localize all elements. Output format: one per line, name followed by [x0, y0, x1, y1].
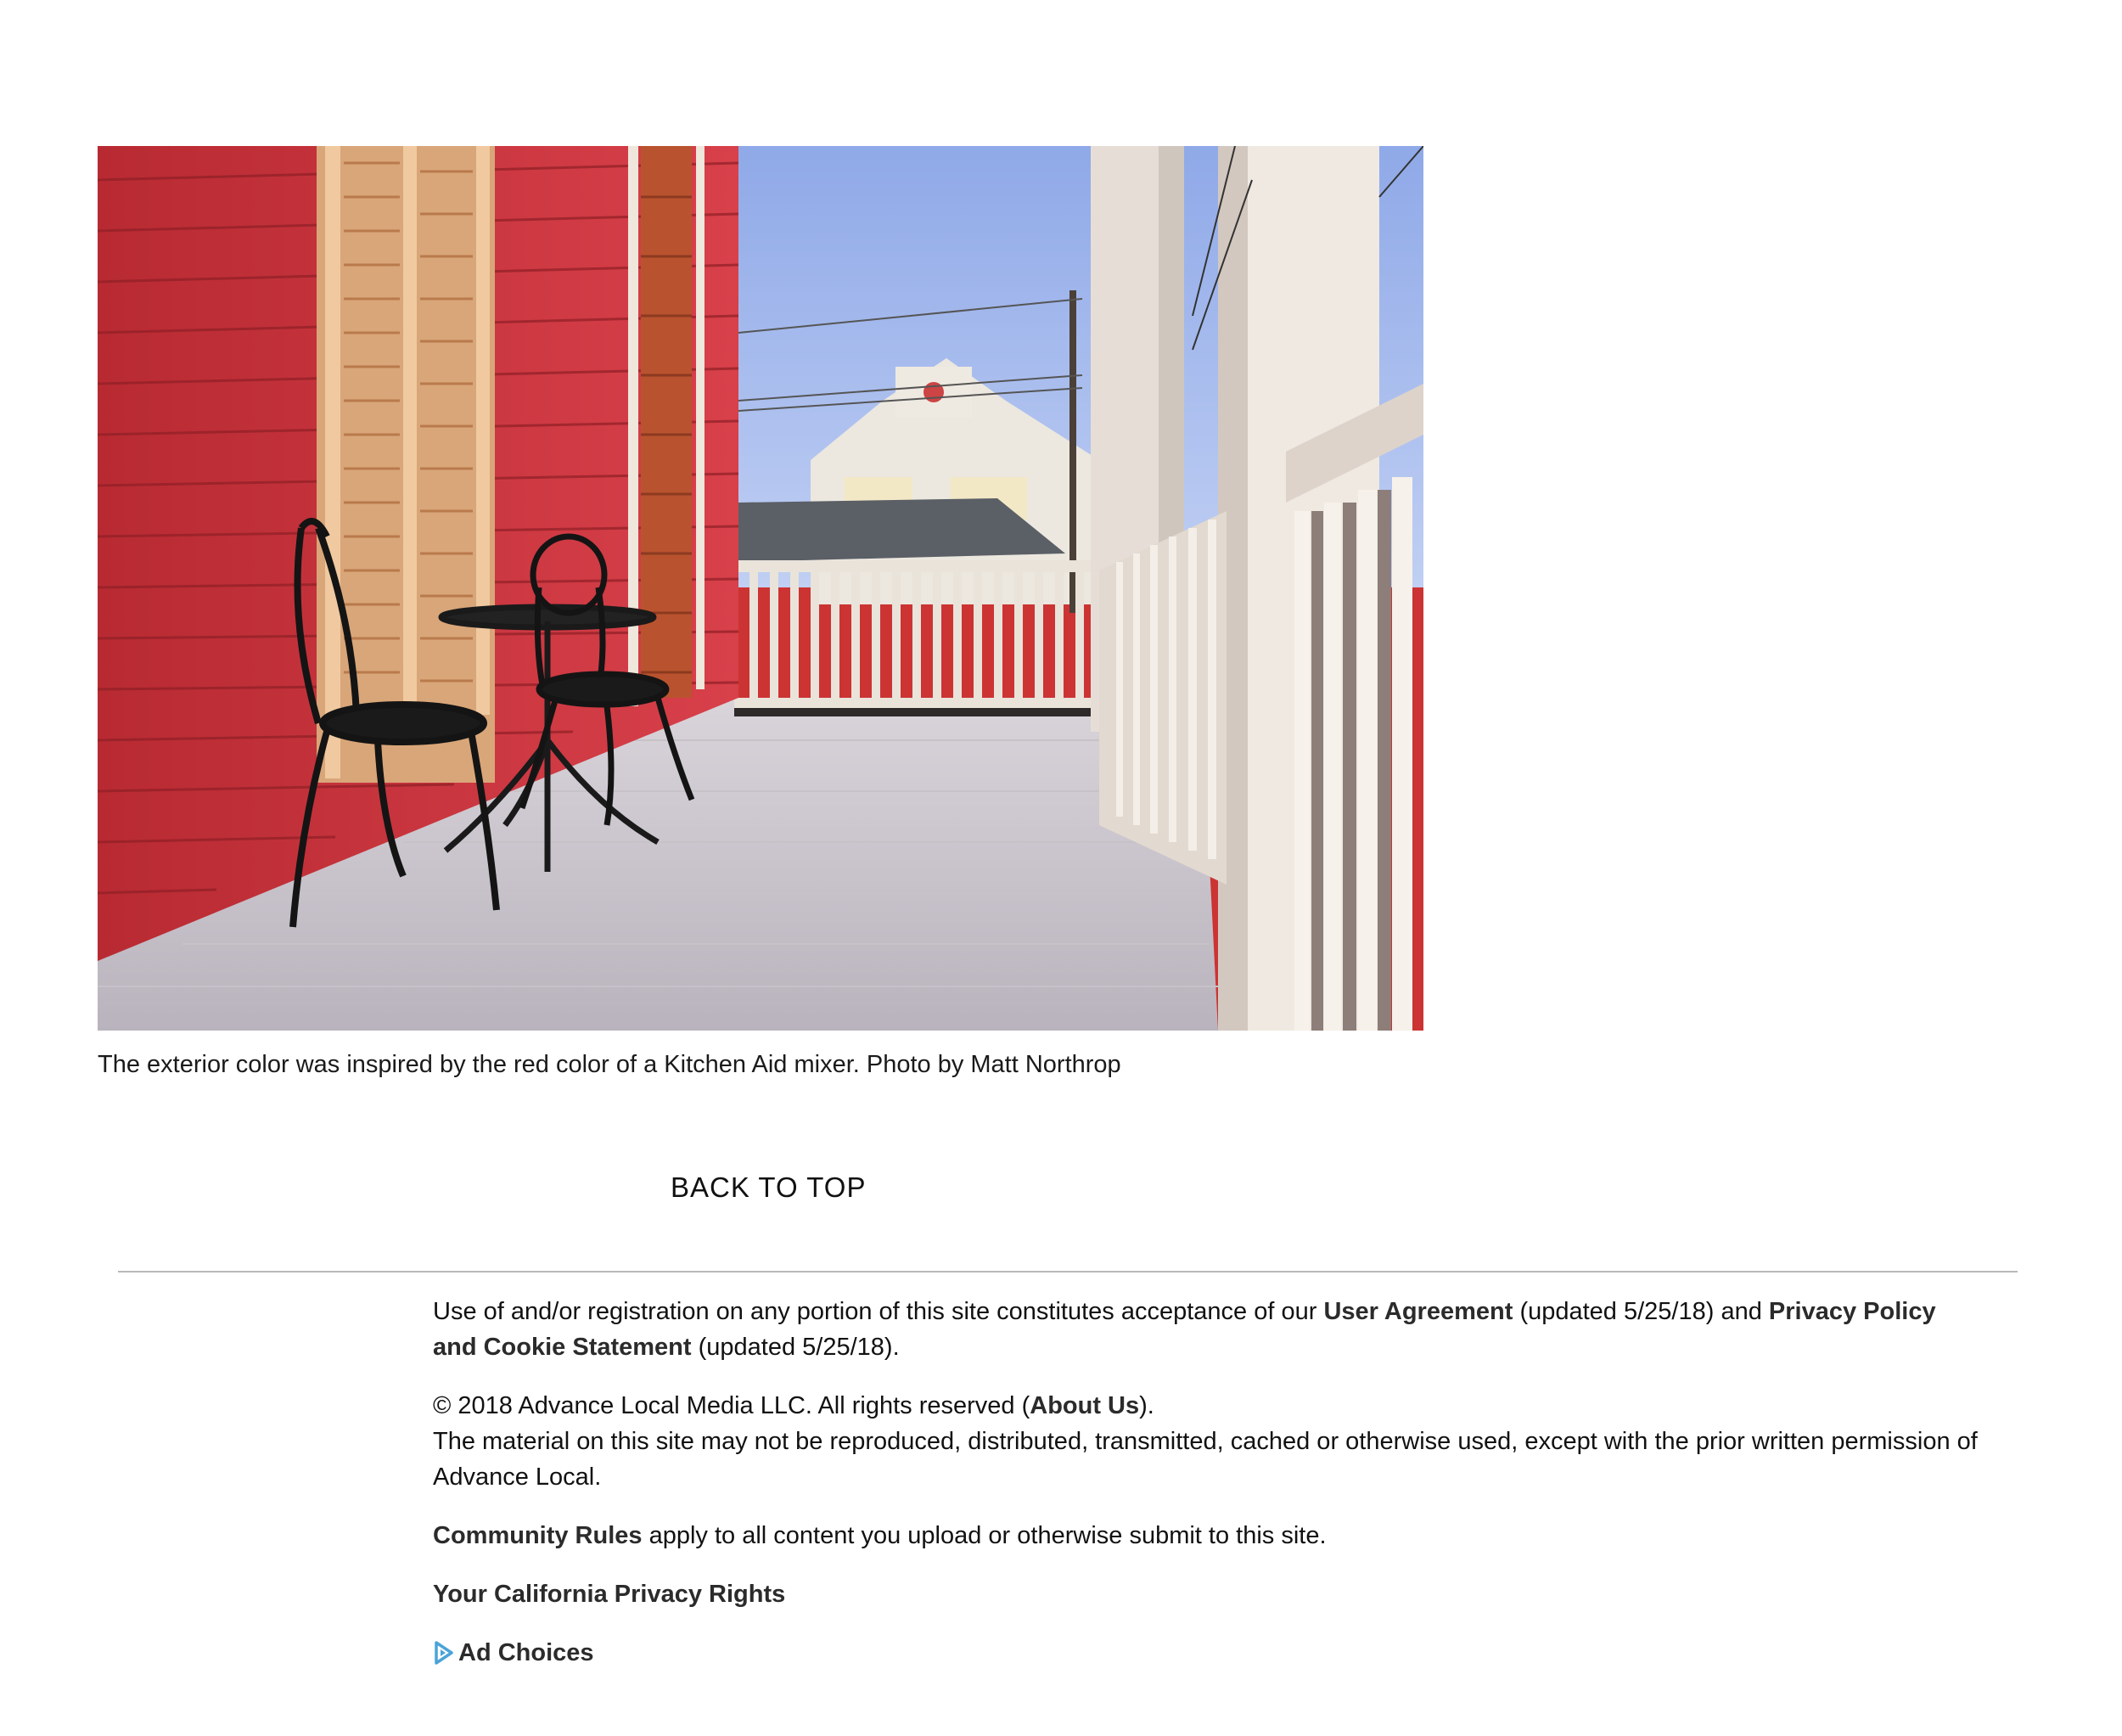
privacy-policy-link[interactable]: Privacy Policy and Cookie Statement [433, 1298, 1936, 1361]
community-rules-notice [433, 1518, 1986, 1553]
california-privacy-row [433, 1576, 1986, 1612]
copyright-notice [433, 1388, 1986, 1495]
copyright-suffix-text: ). [1139, 1392, 1154, 1419]
article-photo [98, 146, 1423, 1031]
adchoices-triangle-icon [433, 1640, 455, 1666]
footer-divider [118, 1271, 2018, 1273]
agreement-prefix-text: Use of and/or registration on any portion of this site constitutes acceptance of our [433, 1298, 1324, 1325]
community-rules-link[interactable]: Community Rules [433, 1522, 643, 1549]
copyright-prefix-text: © 2018 Advance Local Media LLC. All rights reserved ( [433, 1392, 1030, 1419]
community-rules-suffix-text: apply to all content you upload or otherwise submit to this site. [642, 1522, 1327, 1549]
user-agreement-notice [433, 1294, 1986, 1365]
agreement-suffix-text: (updated 5/25/18). [691, 1334, 900, 1361]
ad-choices-row [433, 1635, 1986, 1671]
material-notice-text: The material on this site may not be reproduced, distributed, transmitted, cached or otherwise used, except with the prior written permission of Advance Local. [433, 1428, 1978, 1491]
ad-choices-link[interactable] [433, 1639, 594, 1666]
ad-choices-label: Ad Choices [458, 1639, 594, 1666]
photo-caption: The exterior color was inspired by the red color of a Kitchen Aid mixer. Photo by Matt Northrop [98, 1051, 1121, 1078]
about-us-link[interactable]: About Us [1030, 1392, 1140, 1419]
back-to-top-link[interactable]: BACK TO TOP [671, 1171, 867, 1203]
california-privacy-link[interactable]: Your California Privacy Rights [433, 1581, 786, 1608]
porch-photo-illustration [98, 146, 1423, 1031]
site-footer [433, 1294, 1986, 1694]
agreement-mid-text: (updated 5/25/18) and [1513, 1298, 1769, 1325]
user-agreement-link[interactable]: User Agreement [1323, 1298, 1513, 1325]
